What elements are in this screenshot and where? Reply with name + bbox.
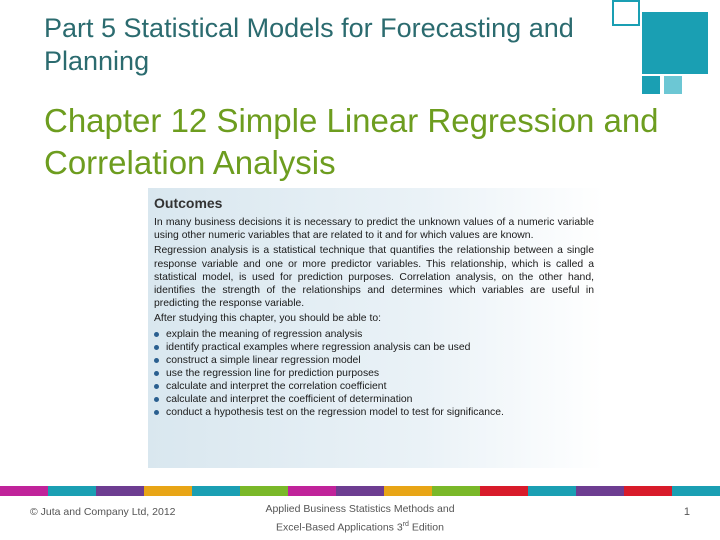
footer-color-bar <box>0 486 720 496</box>
outcomes-paragraph: After studying this chapter, you should be able to: <box>154 313 382 325</box>
decorative-square-small-light <box>664 76 682 94</box>
outcomes-list <box>154 328 594 420</box>
list-item-text: calculate and interpret the coefficient of determination <box>166 394 413 406</box>
list-item <box>154 393 594 406</box>
footer-bar-segment <box>240 486 288 496</box>
page-number: 1 <box>683 506 690 518</box>
footer-book-title <box>250 502 470 536</box>
footer-bar-segment <box>336 486 384 496</box>
footer-bar-segment <box>672 486 720 496</box>
outcomes-paragraph: Regression analysis is a statistical technique that quantifies the relationship between a single response variable and one or more predictor variables. This relationship, which is called a statistical model, is used for prediction purposes. Correlation analysis, on the other hand, identifies the strength of the relationships and determines which variables are useful in predicting the response variable. <box>154 245 594 310</box>
footer-book-line2-prefix: Excel-Based Applications 3 <box>276 521 403 534</box>
footer-bar-segment <box>480 486 528 496</box>
list-item <box>154 341 594 354</box>
list-item <box>154 367 594 380</box>
decorative-square-large <box>642 12 708 74</box>
bullet-icon <box>154 384 159 389</box>
footer-bar-segment <box>0 486 48 496</box>
footer-bar-segment <box>192 486 240 496</box>
slide-title-part: Part 5 Statistical Models for Forecasting and Planning <box>44 13 574 76</box>
list-item <box>154 354 594 367</box>
list-item-text: explain the meaning of regression analysis <box>166 328 363 340</box>
bullet-icon <box>154 345 159 350</box>
outcomes-panel <box>148 188 604 468</box>
footer-bar-segment <box>384 486 432 496</box>
list-item <box>154 380 594 393</box>
decorative-square-small <box>642 76 660 94</box>
list-item-text: construct a simple linear regression model <box>166 354 361 366</box>
footer-book-line1: Applied Business Statistics Methods and <box>265 503 455 515</box>
list-item <box>154 328 594 341</box>
slide-title-chapter: Chapter 12 Simple Linear Regression and Correlation Analysis <box>44 102 659 181</box>
footer-bar-segment <box>624 486 672 496</box>
list-item-text: conduct a hypothesis test on the regression model to test for significance. <box>166 407 504 419</box>
footer-bar-segment <box>288 486 336 496</box>
bullet-icon <box>154 371 159 376</box>
footer-copyright: © Juta and Company Ltd, 2012 <box>30 506 176 518</box>
footer-bar-segment <box>144 486 192 496</box>
outcomes-paragraph: In many business decisions it is necessary to predict the unknown values of a numeric variable using other numeric variables that are related to it and for which values are known. <box>154 217 594 242</box>
bullet-icon <box>154 410 159 415</box>
list-item-text: use the regression line for prediction purposes <box>166 367 380 379</box>
footer-bar-segment <box>432 486 480 496</box>
footer-book-line2-sup: rd <box>402 521 409 528</box>
bullet-icon <box>154 332 159 337</box>
list-item <box>154 406 594 419</box>
footer-bar-segment <box>96 486 144 496</box>
footer-bar-segment <box>528 486 576 496</box>
decorative-square-outline <box>612 0 640 26</box>
footer-book-line2 <box>250 517 470 536</box>
bullet-icon <box>154 358 159 363</box>
footer-bar-segment <box>48 486 96 496</box>
outcomes-heading: Outcomes <box>154 195 223 211</box>
footer-book-line2-suffix: Edition <box>408 521 444 534</box>
footer-bar-segment <box>576 486 624 496</box>
list-item-text: identify practical examples where regression analysis can be used <box>166 341 471 353</box>
list-item-text: calculate and interpret the correlation coefficient <box>166 381 387 392</box>
bullet-icon <box>154 397 159 402</box>
